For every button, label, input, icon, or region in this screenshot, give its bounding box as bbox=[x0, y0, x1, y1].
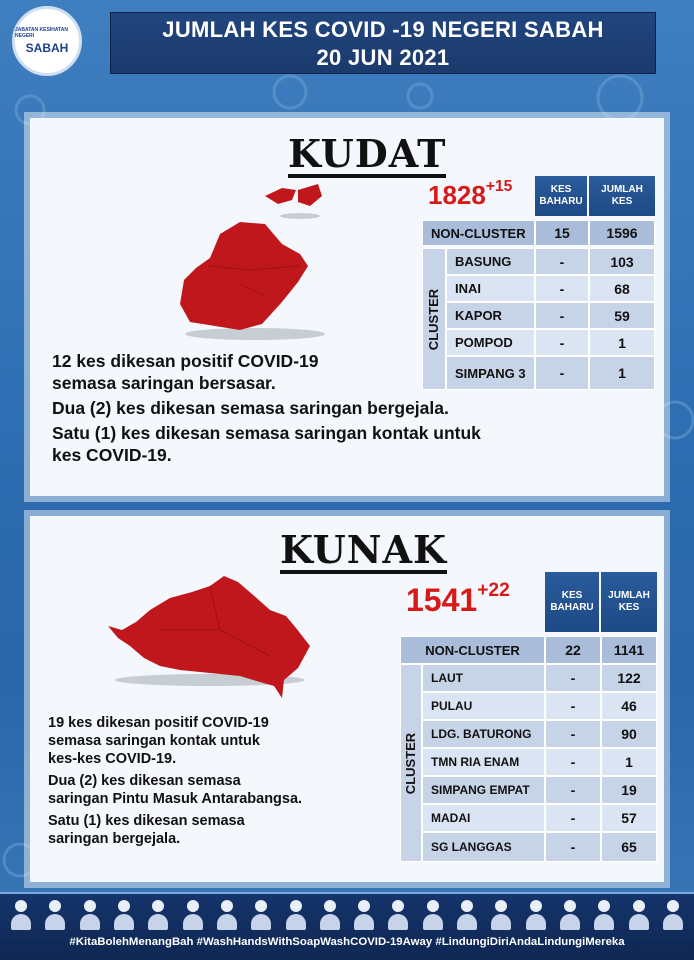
table-row bbox=[422, 804, 657, 832]
col-total-line2: KES bbox=[611, 196, 633, 207]
table-row bbox=[422, 832, 657, 862]
row-new: - bbox=[545, 804, 601, 832]
kudat-non-cluster-row bbox=[422, 220, 655, 246]
row-total: 90 bbox=[601, 720, 657, 748]
person-icon bbox=[422, 900, 444, 930]
kunak-map bbox=[100, 570, 320, 710]
table-row bbox=[446, 302, 655, 329]
row-label: KAPOR bbox=[446, 302, 535, 329]
desc-line: semasa saringan bersasar. bbox=[52, 373, 276, 393]
table-row bbox=[446, 248, 655, 275]
desc-line: 12 kes dikesan positif COVID-19 bbox=[52, 351, 319, 371]
desc-line: Dua (2) kes dikesan semasa bbox=[48, 773, 241, 789]
kudat-map bbox=[170, 184, 340, 344]
row-label: BASUNG bbox=[446, 248, 535, 275]
person-icon bbox=[387, 900, 409, 930]
row-total: 65 bbox=[601, 832, 657, 862]
kunak-col-header-new bbox=[545, 572, 599, 632]
row-new: 15 bbox=[535, 220, 589, 246]
row-total: 103 bbox=[589, 248, 655, 275]
row-label: LAUT bbox=[422, 664, 545, 692]
row-label: MADAI bbox=[422, 804, 545, 832]
row-total: 1 bbox=[589, 356, 655, 390]
col-total-line1: JUMLAH bbox=[608, 590, 650, 601]
row-new: - bbox=[535, 248, 589, 275]
row-label: SIMPANG 3 bbox=[446, 356, 535, 390]
person-icon bbox=[456, 900, 478, 930]
district-title-kunak: KUNAK bbox=[280, 527, 448, 572]
person-icon bbox=[559, 900, 581, 930]
row-label: NON-CLUSTER bbox=[422, 220, 535, 246]
person-icon bbox=[216, 900, 238, 930]
kunak-panel bbox=[30, 516, 664, 882]
kudat-total: 1828 bbox=[428, 180, 486, 210]
row-total: 59 bbox=[589, 302, 655, 329]
col-new-line2: BAHARU bbox=[550, 602, 594, 613]
col-total-line2: KES bbox=[618, 602, 640, 613]
table-row bbox=[422, 720, 657, 748]
person-icon bbox=[628, 900, 650, 930]
cluster-label-text: CLUSTER bbox=[426, 288, 442, 350]
row-total: 1141 bbox=[601, 636, 657, 664]
person-icon bbox=[44, 900, 66, 930]
row-label: POMPOD bbox=[446, 329, 535, 356]
row-new: - bbox=[545, 748, 601, 776]
kunak-col-header-total bbox=[601, 572, 657, 632]
kudat-col-header-total bbox=[589, 176, 655, 216]
kudat-total-count bbox=[428, 180, 512, 211]
footer-banner bbox=[0, 892, 694, 960]
page-header bbox=[110, 12, 656, 74]
row-label: NON-CLUSTER bbox=[400, 636, 545, 664]
desc-line: semasa saringan kontak untuk bbox=[48, 733, 260, 749]
table-row bbox=[422, 664, 657, 692]
desc-line: saringan bergejala. bbox=[48, 831, 181, 847]
row-total: 57 bbox=[601, 804, 657, 832]
kunak-new-badge: +22 bbox=[477, 580, 510, 601]
row-label: LDG. BATURONG bbox=[422, 720, 545, 748]
row-label: TMN RIA ENAM bbox=[422, 748, 545, 776]
kudat-description bbox=[52, 350, 481, 466]
desc-line: Satu (1) kes dikesan semasa bbox=[48, 813, 245, 829]
row-total: 1596 bbox=[589, 220, 655, 246]
col-total-line1: JUMLAH bbox=[601, 184, 643, 195]
person-icon bbox=[319, 900, 341, 930]
row-new: - bbox=[535, 302, 589, 329]
person-icon bbox=[593, 900, 615, 930]
footer-hashtags: #KitaBolehMenangBah #WashHandsWithSoapWashCOVID-19Away #LindungiDiriAndaLindungiMereka bbox=[69, 936, 625, 948]
row-total: 1 bbox=[589, 329, 655, 356]
person-icon bbox=[490, 900, 512, 930]
row-new: - bbox=[545, 664, 601, 692]
person-icon bbox=[79, 900, 101, 930]
header-date: 20 JUN 2021 bbox=[316, 45, 450, 70]
person-icon bbox=[285, 900, 307, 930]
row-total: 1 bbox=[601, 748, 657, 776]
row-new: - bbox=[545, 832, 601, 862]
desc-line: Satu (1) kes dikesan semasa saringan kontak untuk bbox=[52, 423, 481, 443]
person-icon bbox=[250, 900, 272, 930]
row-label: INAI bbox=[446, 275, 535, 302]
row-label: SIMPANG EMPAT bbox=[422, 776, 545, 804]
logo-text: SABAH bbox=[25, 41, 69, 55]
table-row bbox=[446, 275, 655, 302]
kudat-col-header-new bbox=[535, 176, 587, 216]
cluster-label-text: CLUSTER bbox=[403, 732, 419, 794]
person-icon bbox=[353, 900, 375, 930]
person-icon bbox=[182, 900, 204, 930]
row-new: - bbox=[535, 275, 589, 302]
person-icon bbox=[662, 900, 684, 930]
desc-line: saringan Pintu Masuk Antarabangsa. bbox=[48, 791, 303, 807]
col-new-line1: KES bbox=[561, 590, 583, 601]
col-new-line2: BAHARU bbox=[539, 196, 583, 207]
row-label: PULAU bbox=[422, 692, 545, 720]
row-label: SG LANGGAS bbox=[422, 832, 545, 862]
table-row bbox=[422, 692, 657, 720]
kunak-cluster-label bbox=[400, 664, 422, 862]
frontliner-icons bbox=[10, 900, 684, 932]
desc-line: kes-kes COVID-19. bbox=[48, 751, 177, 767]
district-title-kudat: KUDAT bbox=[288, 131, 447, 176]
row-total: 122 bbox=[601, 664, 657, 692]
person-icon bbox=[525, 900, 547, 930]
kudat-new-badge: +15 bbox=[485, 178, 513, 195]
row-new: - bbox=[545, 692, 601, 720]
row-new: 22 bbox=[545, 636, 601, 664]
desc-line: Dua (2) kes dikesan semasa saringan bergejala. bbox=[52, 398, 449, 418]
col-new-line1: KES bbox=[550, 184, 572, 195]
row-total: 68 bbox=[589, 275, 655, 302]
row-total: 19 bbox=[601, 776, 657, 804]
header-title: JUMLAH KES COVID -19 NEGERI SABAH bbox=[162, 17, 604, 42]
logo-caption: JABATAN KESIHATAN NEGERI bbox=[15, 27, 68, 39]
row-new: - bbox=[535, 356, 589, 390]
person-icon bbox=[113, 900, 135, 930]
row-new: - bbox=[535, 329, 589, 356]
kunak-total-count bbox=[406, 582, 510, 619]
row-new: - bbox=[545, 776, 601, 804]
kudat-panel bbox=[30, 118, 664, 496]
desc-line: kes COVID-19. bbox=[52, 445, 172, 465]
table-row bbox=[422, 776, 657, 804]
person-icon bbox=[147, 900, 169, 930]
row-new: - bbox=[545, 720, 601, 748]
kunak-total: 1541 bbox=[406, 582, 478, 618]
kunak-non-cluster-row bbox=[400, 636, 657, 664]
sabah-health-logo bbox=[12, 6, 82, 76]
person-icon bbox=[10, 900, 32, 930]
table-row bbox=[422, 748, 657, 776]
desc-line: 19 kes dikesan positif COVID-19 bbox=[48, 715, 269, 731]
kunak-description bbox=[48, 714, 302, 848]
row-total: 46 bbox=[601, 692, 657, 720]
